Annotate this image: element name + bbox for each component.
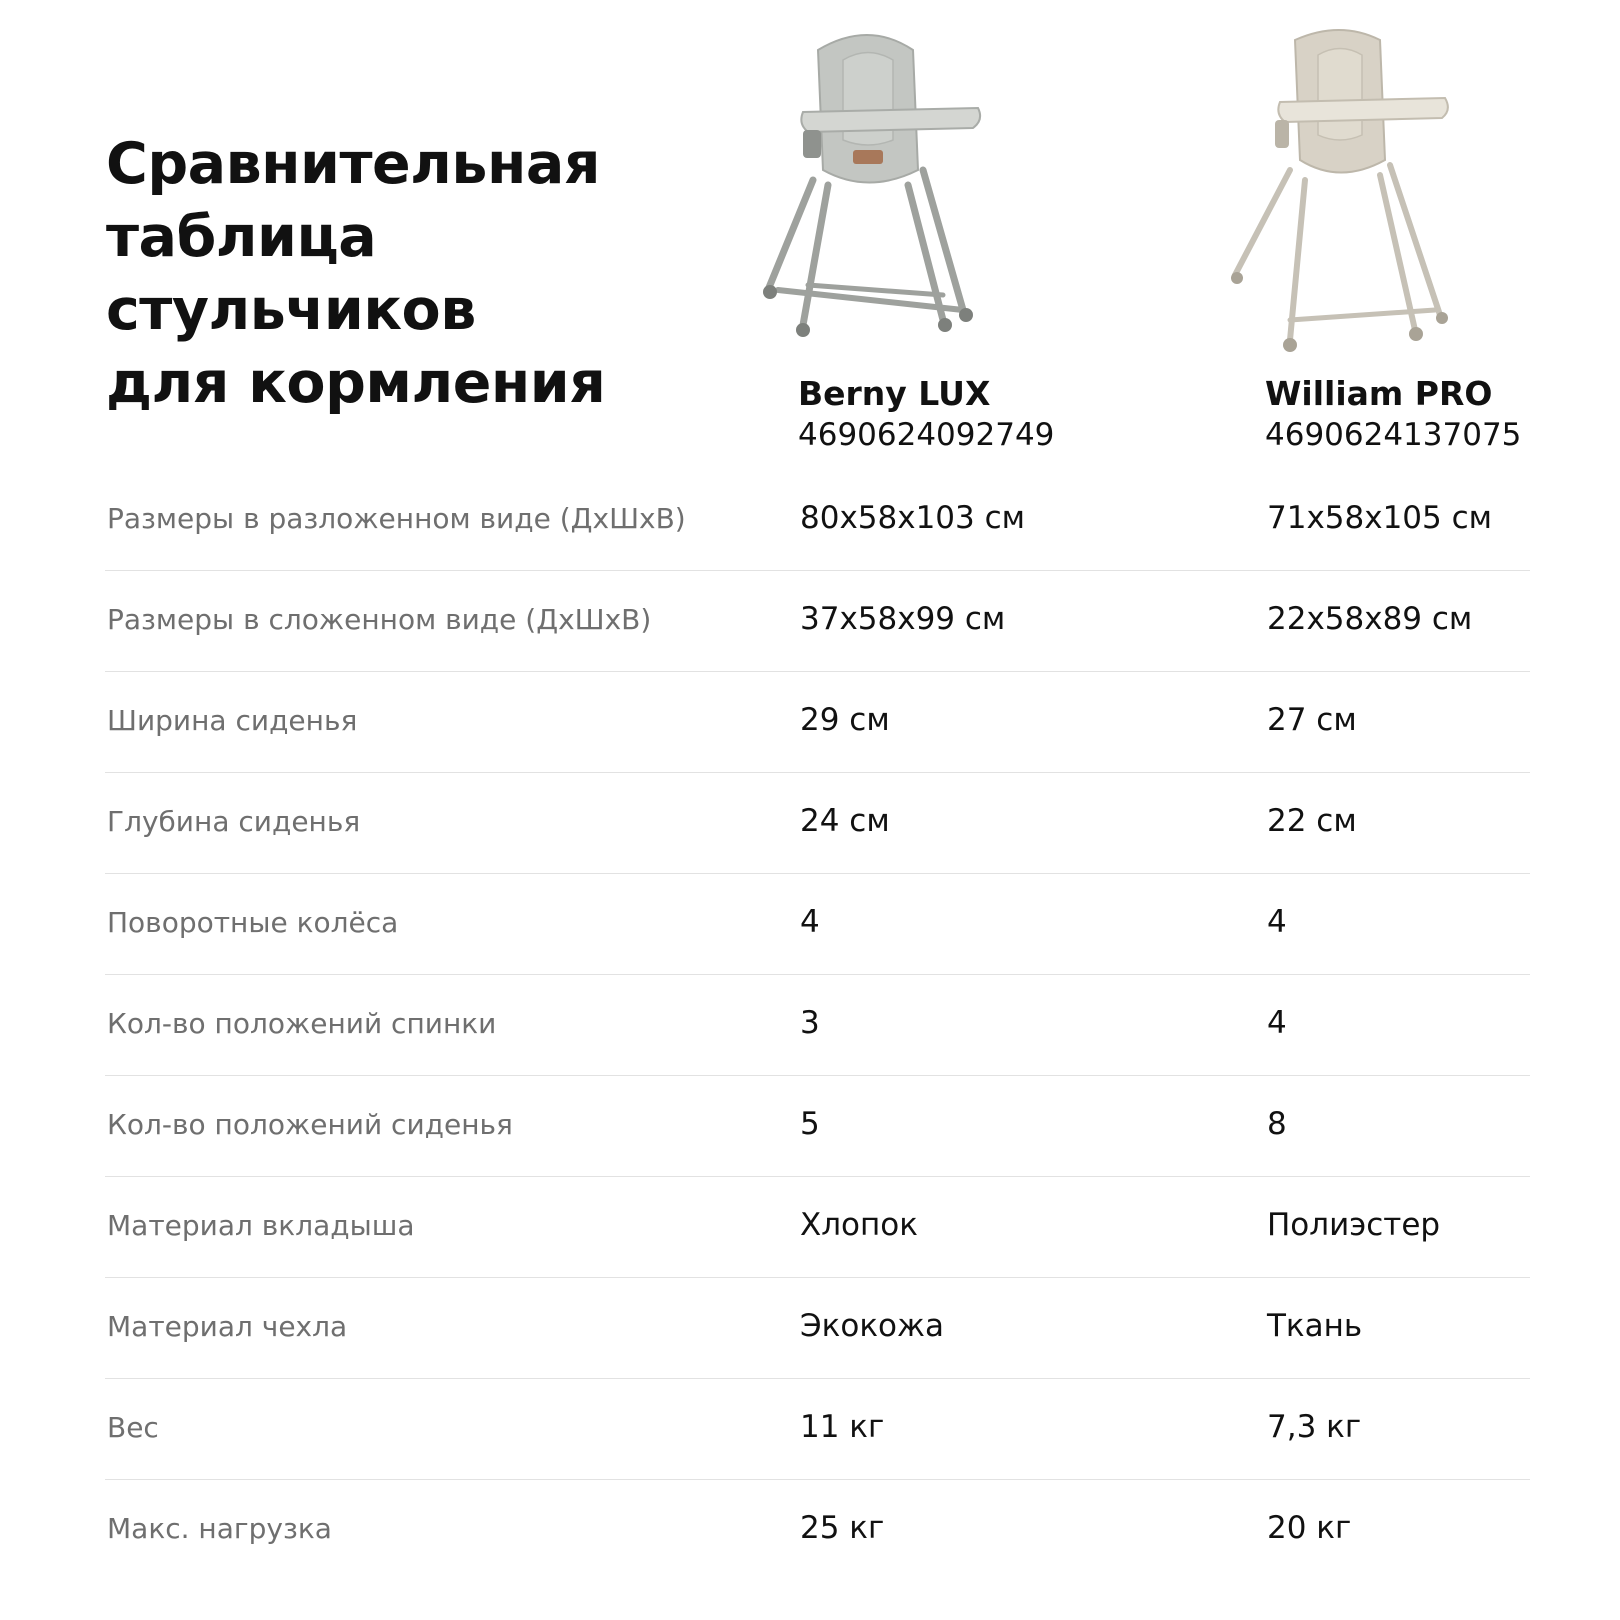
table-row — [105, 470, 1530, 571]
table-row — [105, 1278, 1530, 1379]
berny-value: 29 см — [800, 702, 890, 738]
row-label: Кол-во положений спинки — [107, 1007, 497, 1040]
row-label: Кол-во положений сиденья — [107, 1108, 513, 1141]
page-title — [106, 128, 605, 420]
berny-value: 11 кг — [800, 1409, 885, 1445]
berny-value: 5 — [800, 1106, 820, 1142]
high-chair-beige-photo — [1220, 20, 1480, 380]
table-row — [105, 975, 1530, 1076]
berny-value: 4 — [800, 904, 820, 940]
product-name: William PRO — [1265, 374, 1493, 413]
berny-value: Экокожа — [800, 1308, 944, 1344]
berny-value: 3 — [800, 1005, 820, 1041]
row-label: Размеры в разложенном виде (ДхШхВ) — [107, 502, 686, 535]
table-row — [105, 874, 1530, 975]
berny-value: 24 см — [800, 803, 890, 839]
row-label: Материал чехла — [107, 1310, 348, 1343]
table-row — [105, 773, 1530, 874]
william-value: 4 — [1267, 904, 1287, 940]
berny-value: 37x58x99 см — [800, 601, 1006, 637]
william-value: 20 кг — [1267, 1510, 1352, 1546]
product-name: Berny LUX — [798, 374, 991, 413]
row-label: Макс. нагрузка — [107, 1512, 332, 1545]
william-value: 7,3 кг — [1267, 1409, 1362, 1445]
william-value: 8 — [1267, 1106, 1287, 1142]
table-row — [105, 571, 1530, 672]
comparison-table — [105, 470, 1530, 1580]
title-line: стульчиков — [106, 277, 476, 343]
high-chair-grey-photo — [748, 20, 1008, 380]
product-code: 4690624137075 — [1265, 417, 1522, 453]
table-row — [105, 672, 1530, 773]
william-value: 71x58x105 см — [1267, 500, 1493, 536]
william-value: 22 см — [1267, 803, 1357, 839]
row-label: Глубина сиденья — [107, 805, 361, 838]
row-label: Ширина сиденья — [107, 704, 358, 737]
row-label: Материал вкладыша — [107, 1209, 415, 1242]
berny-value: 80x58x103 см — [800, 500, 1026, 536]
william-value: 27 см — [1267, 702, 1357, 738]
table-row — [105, 1379, 1530, 1480]
william-value: 4 — [1267, 1005, 1287, 1041]
william-value: 22x58x89 см — [1267, 601, 1473, 637]
row-label: Размеры в сложенном виде (ДхШхВ) — [107, 603, 652, 636]
row-label: Вес — [107, 1411, 159, 1444]
product-code: 4690624092749 — [798, 417, 1055, 453]
table-row — [105, 1177, 1530, 1278]
title-line: таблица — [106, 204, 377, 270]
berny-value: Хлопок — [800, 1207, 918, 1243]
row-label: Поворотные колёса — [107, 906, 399, 939]
table-row — [105, 1480, 1530, 1580]
table-row — [105, 1076, 1530, 1177]
title-line: Сравнительная — [106, 131, 600, 197]
william-value: Полиэстер — [1267, 1207, 1441, 1243]
berny-value: 25 кг — [800, 1510, 885, 1546]
title-line: для кормления — [106, 350, 606, 416]
william-value: Ткань — [1267, 1308, 1363, 1344]
